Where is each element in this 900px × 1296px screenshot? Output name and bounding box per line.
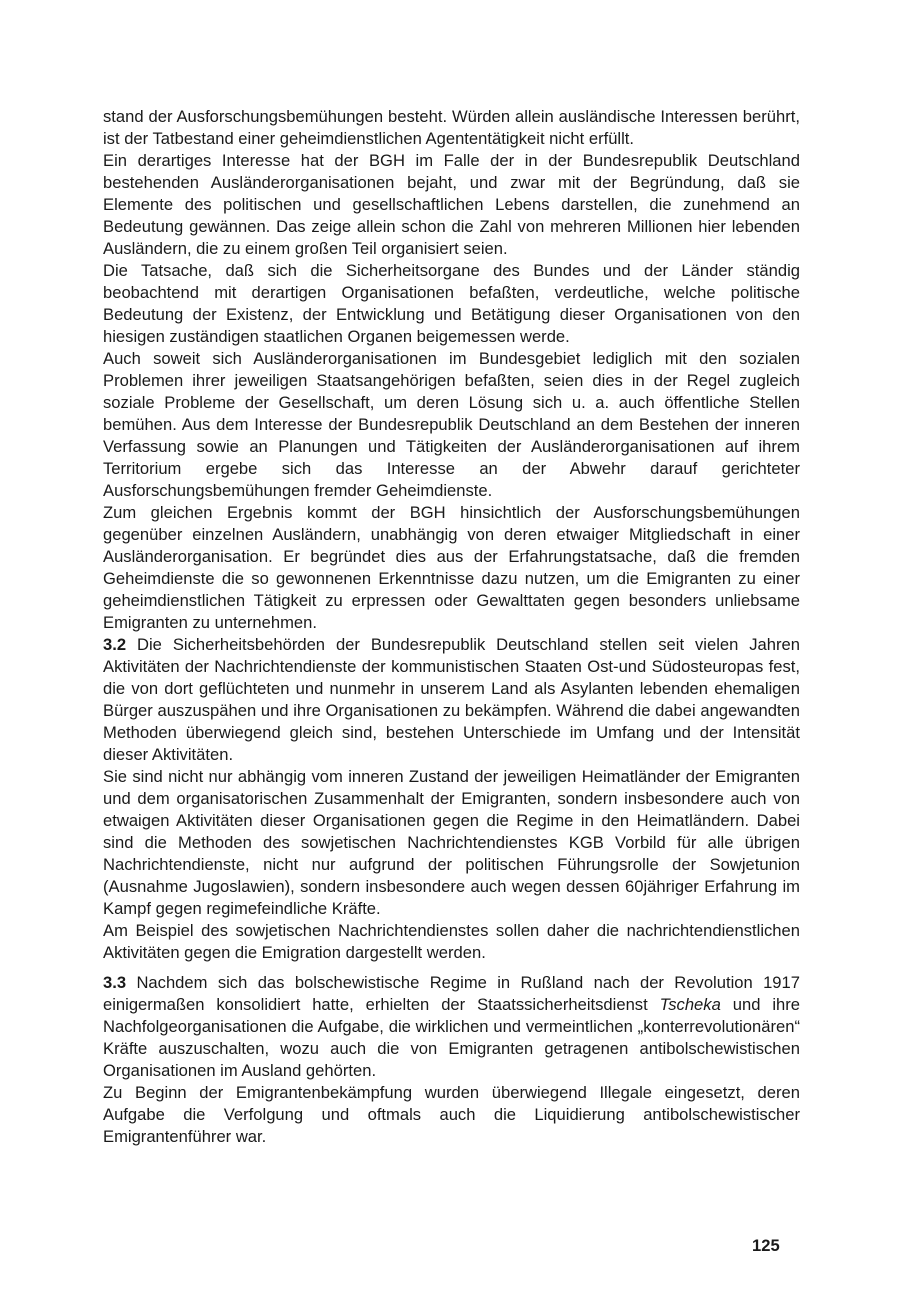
paragraph: Auch soweit sich Ausländerorganisationen im Bundesgebiet lediglich mit den sozialen Problemen ihrer jeweiligen Staatsangehörigen befaßten, seien dies in der Regel zugleich soziale Probleme der Gesellschaft, um deren Lösung sich u. a. auch öffentliche Stellen bemühen. Aus dem Interesse der Bundesrepublik Deutschland an dem Bestehen der inneren Verfassung sowie an Planungen und Tätigkeiten der Ausländerorganisationen auf ihrem Territorium ergebe sich das Interesse an der Abwehr darauf gerichteter Ausforschungsbemühungen fremder Geheimdienste.	[103, 349, 800, 500]
page-number: 125	[752, 1236, 780, 1255]
section-number: 3.3	[103, 973, 127, 992]
paragraph-text: Nachdem sich das bolschewistische Regime in Rußland nach der Revolution 1917 einigermaßen konsolidiert hatte, erhielten der Staatssicherheitsdienst	[103, 973, 800, 1014]
paragraph: Zum gleichen Ergebnis kommt der BGH hinsichtlich der Ausforschungsbemühungen gegenüber einzelnen Ausländern, unabhängig von deren etwaiger Mitgliedschaft in einer Ausländerorganisation. Er begründet dies aus der Erfahrungstatsache, daß die fremden Geheimdienste die so gewonnenen Erkenntnisse dazu nutzen, um die Emigranten zu einer geheimdienstlichen Tätigkeit zu erpressen oder Gewalttaten gegen besonders unliebsame Emigranten zu unternehmen.	[103, 503, 800, 632]
italic-term: Tscheka	[659, 995, 721, 1014]
paragraph-text: und ihre Nachfolgeorganisationen die Aufgabe, die wirklichen und vermeintlichen „konterrevolutionären“ Kräfte auszuschalten, wozu auch die von Emigranten getragenen antibolschewistischen Organisationen im Ausland gehörten.	[103, 995, 800, 1080]
paragraph: Die Tatsache, daß sich die Sicherheitsorgane des Bundes und der Länder ständig beobachtend mit derartigen Organisationen befaßten, verdeutliche, welche politische Bedeutung der Existenz, der Entwicklung und Betätigung dieser Organisationen von den hiesigen zuständigen staatlichen Organen beigemessen werde.	[103, 261, 800, 346]
paragraph: Am Beispiel des sowjetischen Nachrichtendienstes sollen daher die nachrichtendienstlichen Aktivitäten gegen die Emigration dargestellt werden.	[103, 921, 800, 962]
paragraph-section-3-2	[103, 634, 800, 766]
paragraph: Zu Beginn der Emigrantenbekämpfung wurden überwiegend Illegale eingesetzt, deren Aufgabe die Verfolgung und oftmals auch die Liquidierung antibolschewistischer Emigrantenführer war.	[103, 1083, 800, 1146]
paragraph-section-3-3	[103, 972, 800, 1082]
paragraph: Ein derartiges Interesse hat der BGH im Falle der in der Bundesrepublik Deutschland bestehenden Ausländerorganisationen bejaht, und zwar mit der Begründung, daß sie Elemente des politischen und gesellschaftlichen Lebens darstellen, die zunehmend an Bedeutung gewännen. Das zeige allein schon die Zahl von mehreren Millionen hier lebenden Ausländern, die zu einem großen Teil organisiert seien.	[103, 151, 800, 258]
paragraph: Sie sind nicht nur abhängig vom inneren Zustand der jeweiligen Heimatländer der Emigranten und dem organisatorischen Zusammenhalt der Emigranten, sondern insbesondere auch von etwaigen Aktivitäten dieser Organisationen gegen die Regime in den Heimatländern. Dabei sind die Methoden des sowjetischen Nachrichtendienstes KGB Vorbild für alle übrigen Nachrichtendienste, nicht nur aufgrund der politischen Führungsrolle der Sowjetunion (Ausnahme Jugoslawien), sondern insbesondere auch wegen dessen 60jähriger Erfahrung im Kampf gegen regimefeindliche Kräfte.	[103, 767, 800, 918]
body-text	[103, 106, 800, 1148]
section-number: 3.2	[103, 635, 127, 654]
paragraph-text: Die Sicherheitsbehörden der Bundesrepublik Deutschland stellen seit vielen Jahren Aktivitäten der Nachrichtendienste der kommunistischen Staaten Ost-und Südosteuropas fest, die von dort geflüchteten und nunmehr in unserem Land als Asylanten lebenden ehemaligen Bürger auszuspähen und ihre Organisationen zu bekämpfen. Während die dabei angewandten Methoden überwiegend gleich sind, bestehen Unterschiede im Umfang und der Intensität dieser Aktivitäten.	[103, 635, 800, 764]
paragraph: stand der Ausforschungsbemühungen besteht. Würden allein ausländische Interessen berührt, ist der Tatbestand einer geheimdienstlichen Agententätigkeit nicht erfüllt.	[103, 107, 800, 148]
